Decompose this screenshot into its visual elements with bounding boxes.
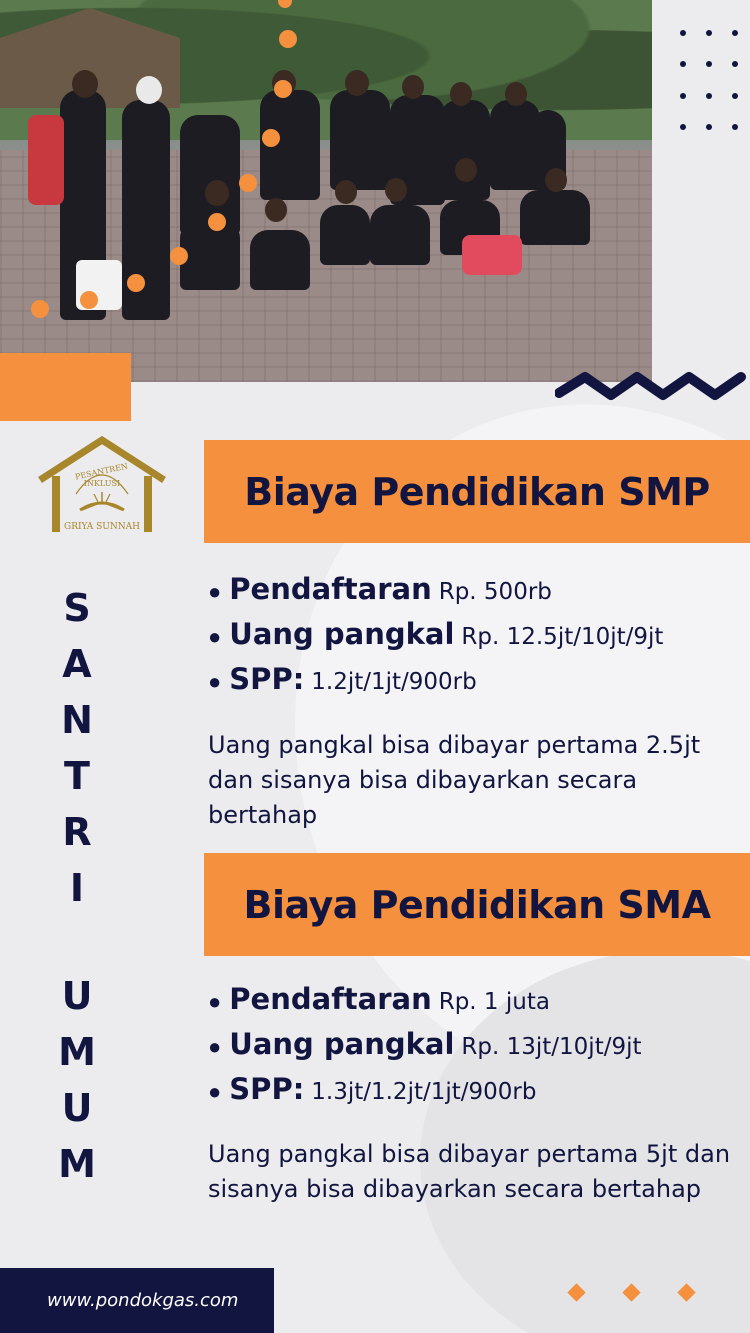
- vertical-word-santri: [55, 580, 99, 916]
- logo-name: GRIYA SUNNAH: [64, 522, 140, 532]
- smp-header: [204, 440, 750, 543]
- footer-bar: [0, 1268, 274, 1333]
- logo-line1: PESANTREN: [74, 461, 129, 482]
- decor-dot: [80, 291, 98, 309]
- letter: T: [64, 754, 90, 798]
- letter: I: [69, 866, 85, 910]
- sma-note: Uang pangkal bisa dibayar pertama 5jt dan sisanya bisa dibayarkan secara bertahap: [208, 1140, 731, 1203]
- decor-dot: [170, 247, 188, 265]
- decor-dot: [279, 30, 297, 48]
- list-item: ● SPP: 1.3jt/1.2jt/1jt/900rb: [208, 1072, 537, 1106]
- decor-dot: [262, 129, 280, 147]
- decor-dot: [31, 300, 49, 318]
- letter: R: [62, 810, 92, 854]
- decor-dot: [208, 213, 226, 231]
- sma-header: [204, 853, 750, 956]
- list-item: ● Pendaftaran Rp. 500rb: [208, 572, 552, 606]
- sma-fee-list: [208, 978, 642, 1113]
- letter: A: [62, 642, 92, 686]
- vertical-word-umum: [55, 968, 99, 1192]
- website-link[interactable]: www.pondokgas.com: [47, 1290, 239, 1311]
- smp-fee-list: [208, 568, 663, 703]
- griya-sunnah-logo: [36, 436, 168, 534]
- letter: N: [61, 698, 93, 742]
- sma-title: Biaya Pendidikan SMA: [243, 882, 711, 927]
- list-item: ● Pendaftaran Rp. 1 juta: [208, 982, 550, 1016]
- decor-zigzag: [555, 365, 750, 410]
- letter: M: [58, 1030, 96, 1074]
- decor-orange-block: [0, 353, 131, 421]
- decor-dot: [127, 274, 145, 292]
- letter: S: [63, 586, 91, 630]
- letter: U: [61, 974, 93, 1018]
- decor-dot-grid: [680, 30, 740, 130]
- smp-title: Biaya Pendidikan SMP: [244, 469, 710, 514]
- letter: U: [61, 1086, 93, 1130]
- list-item: ● Uang pangkal Rp. 12.5jt/10jt/9jt: [208, 617, 664, 651]
- group-photo: [0, 0, 652, 382]
- decor-dot: [274, 80, 292, 98]
- decor-dot: [239, 174, 257, 192]
- smp-note: Uang pangkal bisa dibayar pertama 2.5jt dan sisanya bisa dibayarkan secara bertahap: [208, 731, 701, 829]
- list-item: ● Uang pangkal Rp. 13jt/10jt/9jt: [208, 1027, 642, 1061]
- photo-students: [60, 70, 600, 340]
- list-item: ● SPP: 1.2jt/1jt/900rb: [208, 662, 477, 696]
- letter: M: [58, 1142, 96, 1186]
- logo-line2: INKLUSI: [83, 479, 121, 488]
